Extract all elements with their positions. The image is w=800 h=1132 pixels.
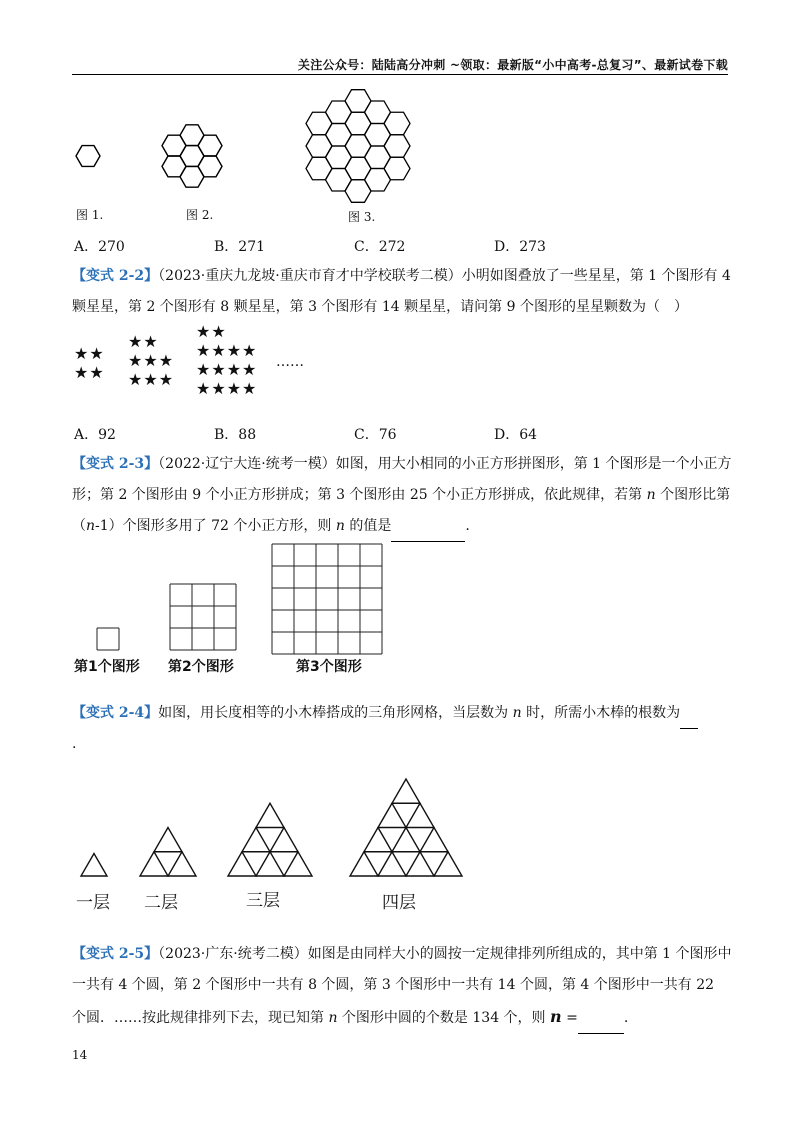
stars-row: ★★★★ xyxy=(196,341,258,360)
hexagon-cell xyxy=(198,156,222,177)
stars-row: ★★ xyxy=(128,332,159,351)
triangle-cell xyxy=(242,828,270,852)
hexagon-cell xyxy=(76,146,100,167)
sq-fig1-label: 第1个图形 xyxy=(74,659,140,675)
q5-var-n: n xyxy=(328,1010,338,1026)
q3-var-n: n xyxy=(335,518,345,534)
triangle-cell xyxy=(420,828,448,852)
q4-body-end: . xyxy=(72,736,77,752)
q4-answer-blank[interactable] xyxy=(680,710,698,729)
q3-text xyxy=(72,449,732,542)
hexagon-cell xyxy=(198,135,222,156)
stars-row: ★★ xyxy=(74,344,105,363)
q4-var-n: n xyxy=(512,705,522,721)
hex-fig1-label: 图 1. xyxy=(76,208,104,222)
q5-body-a: （2023·广东·统考二模）如图是由同样大小的圆按一定规律排列所组成的，其中第 1 个图形中一共有 4 个圆，第 2 个图形中一共有 8 个圆，第 3 个图形中一共有 14 个圆，第 4 个图形中一共有 22 个圆．……按此规律排列下去，现已知第 xyxy=(72,946,732,1026)
triangle-cell xyxy=(434,852,462,876)
q4-body-a: 如图，用长度相等的小木棒搭成的三角形网格，当层数为 xyxy=(158,705,513,721)
stars-ellipsis: …… xyxy=(276,354,304,370)
q3-body-b: 个图形比第（ xyxy=(72,487,731,534)
hexagon-cell xyxy=(384,135,410,158)
triangle-cell xyxy=(350,852,378,876)
triangle-figures xyxy=(70,760,470,890)
q4-text xyxy=(72,698,732,760)
q5-text xyxy=(72,939,732,1034)
sq-fig2-label: 第2个图形 xyxy=(168,659,234,675)
triangle-cell xyxy=(392,828,420,852)
q1-option-c: C．272 xyxy=(354,239,406,255)
q3-body-end: . xyxy=(465,518,470,534)
q2-option-b: B．88 xyxy=(214,427,257,443)
stars-row: ★★ xyxy=(74,363,105,382)
q5-var-n: n xyxy=(550,1007,562,1026)
q2-text xyxy=(72,261,732,323)
q3-body-a: （2022·辽宁大连·统考一模）如图，用大小相同的小正方形拼图形，第 1 个图形是一个小正方形；第 2 个图形由 9 个小正方形拼成；第 3 个图形由 25 个小正方形拼成，依此规律，若第 xyxy=(72,456,732,503)
stars-fig1 xyxy=(74,344,105,382)
triangle-cell xyxy=(378,803,406,827)
triangle-cell xyxy=(392,779,420,803)
q4-body-b: 时，所需小木棒的根数为 xyxy=(521,705,681,721)
q2-option-d: D．64 xyxy=(494,427,538,443)
triangle-cell xyxy=(406,803,434,827)
triangle-cell xyxy=(228,852,256,876)
q4-tag: 【变式 2-4】 xyxy=(72,705,159,721)
triangle-cell xyxy=(256,803,284,827)
q2-tag: 【变式 2-2】 xyxy=(72,268,159,284)
q5-body-c: = xyxy=(561,1010,578,1026)
hexagon-cell xyxy=(384,112,410,135)
tri-fig1-label: 一层 xyxy=(76,893,110,913)
stars-fig3 xyxy=(196,322,257,398)
tri-fig3-label: 三层 xyxy=(246,891,280,911)
square-figures xyxy=(90,540,390,655)
stars-row: ★★★★ xyxy=(196,360,258,379)
q1-option-d: D．273 xyxy=(494,239,546,255)
stars-row: ★★★★ xyxy=(196,379,258,398)
triangle-cell xyxy=(81,853,107,876)
stars-row: ★★ xyxy=(196,322,227,341)
sq-fig3-label: 第3个图形 xyxy=(296,659,362,675)
triangle-cell xyxy=(154,828,182,852)
triangle-cell xyxy=(284,852,312,876)
q3-body-d: 的值是 xyxy=(344,518,392,534)
tri-fig2-label: 二层 xyxy=(144,893,178,913)
stars-fig2 xyxy=(128,332,174,389)
tri-fig4-label: 四层 xyxy=(382,893,416,913)
q2-option-a: A．92 xyxy=(74,427,116,443)
q5-body-end: . xyxy=(623,1010,629,1026)
page-number: 14 xyxy=(72,1048,88,1062)
triangle-cell xyxy=(270,828,298,852)
page-header: 关注公众号：陆陆高分冲刺 ~领取：最新版“小中高考-总复习”、最新试卷下载 xyxy=(297,58,728,72)
hex-fig2-label: 图 2. xyxy=(186,208,214,222)
q3-var-n: n xyxy=(86,518,96,534)
hexagon-figures xyxy=(70,90,430,230)
q2-body: （2023·重庆九龙坡·重庆市育才中学校联考二模）小明如图叠放了一些星星，第 1 个图形有 4 颗星星，第 2 个图形有 8 颗星星，第 3 个图形有 14 颗星星，请问第 9 个图形的星星颗数为（ ） xyxy=(72,268,731,315)
q3-tag: 【变式 2-3】 xyxy=(72,456,159,472)
q1-option-b: B．271 xyxy=(214,239,266,255)
stars-row: ★★★ xyxy=(128,351,175,370)
hexagon-cell xyxy=(384,157,410,180)
q3-answer-blank[interactable] xyxy=(391,523,465,542)
q5-body-b: 个图形中圆的个数是 134 个，则 xyxy=(337,1010,551,1026)
q5-tag: 【变式 2-5】 xyxy=(72,946,159,962)
triangle-cell xyxy=(364,828,392,852)
stars-row: ★★★ xyxy=(128,370,175,389)
q3-body-c: -1）个图形多用了 72 个小正方形，则 xyxy=(95,518,336,534)
triangle-cell xyxy=(140,852,168,876)
triangle-cell xyxy=(378,852,406,876)
triangle-cell xyxy=(406,852,434,876)
triangle-cell xyxy=(256,852,284,876)
q1-option-a: A．270 xyxy=(74,239,125,255)
q3-var-n: n xyxy=(646,487,656,503)
q2-option-c: C．76 xyxy=(354,427,397,443)
q5-answer-blank[interactable] xyxy=(578,1015,624,1034)
hex-fig3-label: 图 3. xyxy=(348,210,376,224)
triangle-cell xyxy=(168,852,196,876)
header-divider xyxy=(72,74,728,75)
